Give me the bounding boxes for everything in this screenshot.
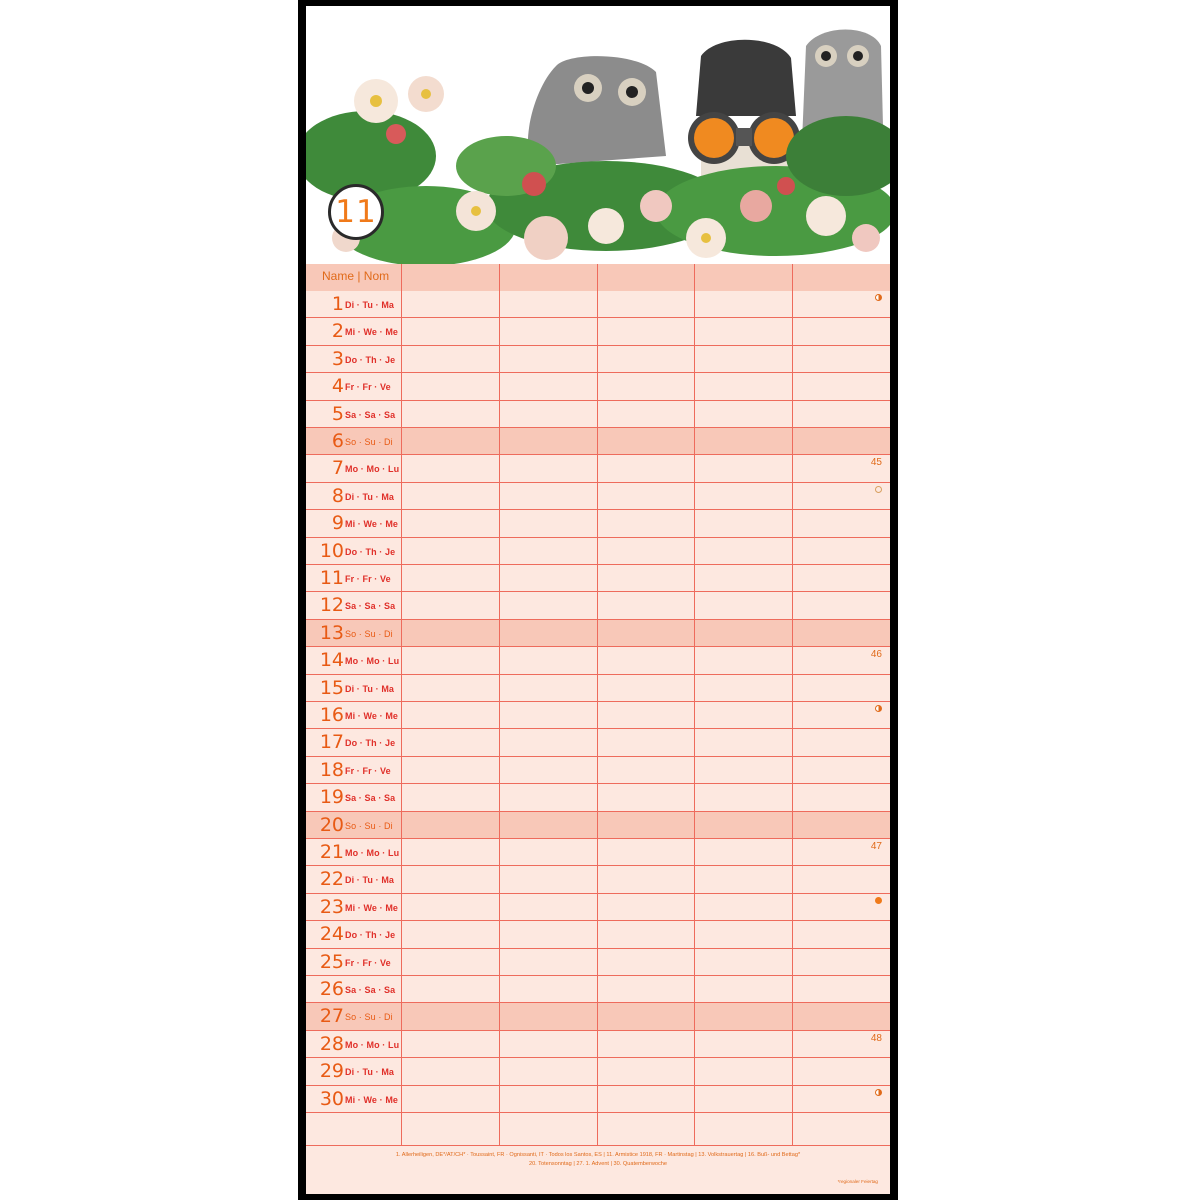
day-number: 23 — [319, 895, 344, 918]
calendar-page — [298, 0, 898, 1200]
weekday-names: Sa · Sa · Sa — [345, 985, 396, 995]
day-row[interactable] — [306, 1058, 890, 1085]
moon-phase-icon — [875, 294, 882, 301]
day-number: 18 — [319, 758, 344, 781]
weekday-names: Sa · Sa · Sa — [345, 601, 396, 612]
day-number: 5 — [331, 402, 344, 425]
weekday-names: So · Su · Di — [345, 820, 393, 831]
day-row[interactable] — [306, 401, 890, 428]
column-divider — [694, 264, 695, 1145]
day-row[interactable] — [306, 510, 890, 537]
weekday-names: Di · Tu · Ma — [345, 300, 395, 310]
day-number: 2 — [331, 320, 344, 343]
holiday-line-1: 1. Allerheiligen, DE*/AT/CH* · Toussaint, FR · Ognissanti, IT · Todos los Santos, ES | 11. Armistice 1918, FR · Martinstag | 13. Volkstrauertag | 16. Buß- und Bettag* — [395, 1152, 801, 1158]
grid-bottom-line — [306, 1145, 890, 1146]
day-number: 13 — [319, 621, 344, 644]
day-number: 25 — [319, 950, 344, 973]
day-number: 24 — [319, 923, 344, 946]
holiday-list — [316, 1151, 880, 1169]
weekday-names: Do · Th · Je — [345, 930, 396, 941]
day-number: 28 — [319, 1032, 344, 1055]
weekday-names: Mi · We · Me — [345, 711, 399, 721]
moon-phase-icon — [875, 897, 882, 904]
weekday-names: Mi · We · Me — [345, 1094, 399, 1105]
day-row[interactable] — [306, 346, 890, 373]
column-divider — [792, 264, 793, 1145]
day-number: 8 — [331, 484, 344, 507]
day-number: 12 — [319, 594, 344, 617]
sunday-row[interactable] — [306, 428, 890, 455]
column-divider — [401, 264, 402, 1145]
day-number: 30 — [319, 1087, 344, 1110]
day-row[interactable] — [306, 291, 890, 318]
calendar-grid — [306, 264, 890, 1194]
weekday-names: Mo · Mo · Lu — [345, 464, 400, 475]
day-number: 14 — [319, 649, 344, 672]
day-row[interactable] — [306, 675, 890, 702]
day-row[interactable] — [306, 921, 890, 948]
weekday-names: Fr · Fr · Ve — [345, 765, 391, 776]
day-row[interactable] — [306, 866, 890, 893]
weekday-names: Di · Tu · Ma — [345, 491, 395, 502]
sunday-row[interactable] — [306, 812, 890, 839]
weekday-names: Mo · Mo · Lu — [345, 656, 400, 667]
header-illustration — [306, 6, 890, 264]
day-row[interactable] — [306, 592, 890, 619]
weekday-names: Mo · Mo · Lu — [345, 1039, 400, 1050]
day-row[interactable] — [306, 757, 890, 784]
weekday-names: Fr · Fr · Ve — [345, 382, 391, 393]
day-number: 16 — [319, 704, 344, 726]
day-row[interactable] — [306, 839, 890, 866]
month-number: 11 — [335, 193, 377, 230]
sunday-row[interactable] — [306, 620, 890, 647]
weekday-names: Mi · We · Me — [345, 519, 399, 530]
day-number: 3 — [331, 347, 344, 370]
sunday-row[interactable] — [306, 1003, 890, 1030]
column-divider — [597, 264, 598, 1145]
weekday-names: Di · Tu · Ma — [345, 875, 395, 886]
day-row[interactable] — [306, 1031, 890, 1058]
day-row[interactable] — [306, 702, 890, 729]
day-number: 9 — [331, 512, 344, 535]
weekday-names: Di · Tu · Ma — [345, 683, 395, 694]
day-number: 4 — [331, 375, 344, 398]
day-number: 15 — [319, 676, 344, 699]
day-row[interactable] — [306, 1086, 890, 1113]
calendar-sheet — [306, 6, 890, 1194]
moon-phase-icon — [875, 486, 882, 493]
week-number: 45 — [870, 457, 882, 469]
moon-phase-icon — [875, 1089, 882, 1096]
week-number: 47 — [870, 841, 882, 852]
day-number: 6 — [331, 430, 344, 452]
day-number: 7 — [331, 457, 344, 480]
day-row[interactable] — [306, 565, 890, 592]
day-row[interactable] — [306, 894, 890, 921]
day-number: 27 — [319, 1005, 344, 1028]
weekday-names: Mi · We · Me — [345, 902, 399, 913]
day-number: 26 — [319, 978, 344, 1000]
name-column-label: Name | Nom — [322, 269, 390, 283]
weekday-names: Do · Th · Je — [345, 354, 396, 365]
day-number: 10 — [319, 539, 344, 562]
day-number: 21 — [319, 841, 344, 863]
weekday-names: Di · Tu · Ma — [345, 1067, 395, 1078]
binoculars-person-illustration — [688, 40, 800, 176]
weekday-names: Fr · Fr · Ve — [345, 574, 391, 584]
month-number-badge — [328, 184, 384, 240]
holiday-footnote: *regionaler Feiertag — [837, 1179, 878, 1184]
moon-phase-icon — [875, 705, 882, 712]
day-row[interactable] — [306, 949, 890, 976]
weekday-names: Mi · We · Me — [345, 327, 399, 338]
day-number: 11 — [319, 567, 344, 589]
grid-header-row — [306, 264, 890, 291]
day-row[interactable] — [306, 729, 890, 756]
day-row[interactable] — [306, 784, 890, 811]
day-number: 1 — [331, 293, 344, 315]
weekday-names: Sa · Sa · Sa — [345, 793, 396, 804]
day-number: 29 — [319, 1060, 344, 1083]
week-number: 46 — [870, 649, 882, 661]
weekday-names: So · Su · Di — [345, 1012, 393, 1023]
weekday-names: Fr · Fr · Ve — [345, 957, 391, 968]
weekday-names: Sa · Sa · Sa — [345, 409, 396, 420]
holiday-footer — [306, 1151, 890, 1194]
day-number: 19 — [319, 786, 344, 809]
weekday-names: Do · Th · Je — [345, 738, 396, 749]
day-row[interactable] — [306, 538, 890, 565]
day-row[interactable] — [306, 976, 890, 1003]
holiday-line-2: 20. Totensonntag | 27. 1. Advent | 30. Quatemberwoche — [528, 1161, 668, 1167]
day-row[interactable] — [306, 373, 890, 400]
day-row[interactable] — [306, 318, 890, 345]
day-row[interactable] — [306, 647, 890, 674]
day-number: 22 — [319, 868, 344, 891]
weekday-names: So · Su · Di — [345, 628, 393, 639]
weekday-names: Do · Th · Je — [345, 546, 396, 557]
day-number: 17 — [319, 731, 344, 754]
day-row[interactable] — [306, 455, 890, 482]
day-number: 20 — [319, 813, 344, 836]
weekday-names: So · Su · Di — [345, 437, 393, 447]
week-number: 48 — [870, 1032, 882, 1044]
day-row[interactable] — [306, 483, 890, 510]
weekday-names: Mo · Mo · Lu — [345, 848, 400, 858]
column-divider — [499, 264, 500, 1145]
